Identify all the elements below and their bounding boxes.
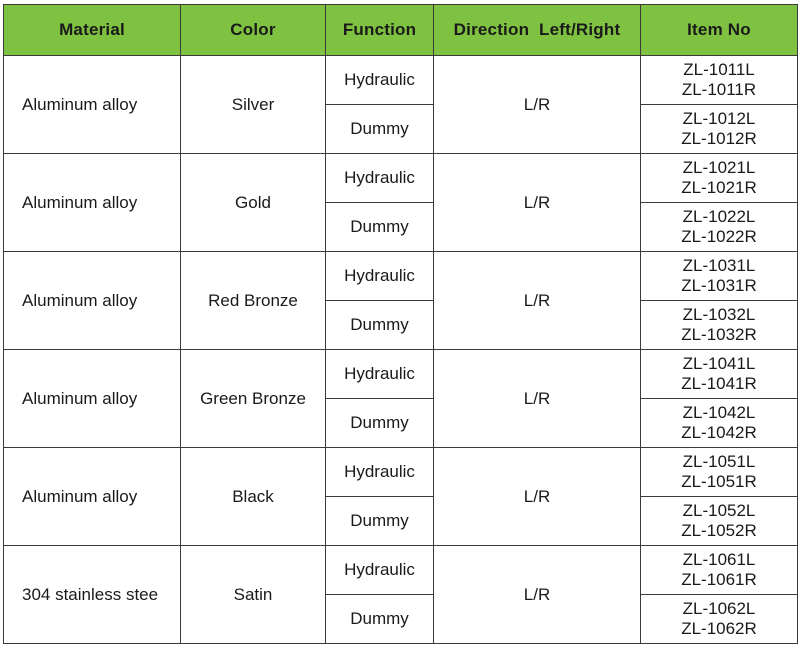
item-no-right: ZL-1042R (681, 423, 757, 442)
table-row (4, 154, 798, 203)
direction-cell: L/R (434, 56, 641, 154)
item-no-cell (641, 448, 798, 497)
item-no-right: ZL-1011R (681, 80, 757, 99)
item-no-left: ZL-1062L (682, 599, 756, 618)
header-function: Function (326, 5, 434, 56)
direction-cell: L/R (434, 154, 641, 252)
item-no-left: ZL-1011L (683, 60, 755, 79)
header-material: Material (4, 5, 181, 56)
direction-cell: L/R (434, 252, 641, 350)
header-item-no: Item No (641, 5, 798, 56)
item-no-cell (641, 497, 798, 546)
item-no-left: ZL-1031L (682, 256, 756, 275)
table-row (4, 350, 798, 399)
function-cell: Dummy (326, 105, 434, 154)
function-cell: Dummy (326, 595, 434, 644)
item-no-right: ZL-1051R (681, 472, 757, 491)
material-cell: Aluminum alloy (4, 154, 181, 252)
item-no-cell (641, 105, 798, 154)
item-no-right: ZL-1032R (681, 325, 757, 344)
color-cell: Red Bronze (181, 252, 326, 350)
item-no-right: ZL-1022R (681, 227, 757, 246)
item-no-cell (641, 252, 798, 301)
table-row (4, 56, 798, 105)
item-no-left: ZL-1012L (682, 109, 756, 128)
table-row (4, 546, 798, 595)
product-spec-table (3, 4, 798, 644)
item-no-cell (641, 350, 798, 399)
item-no-cell (641, 56, 798, 105)
item-no-cell (641, 399, 798, 448)
direction-cell: L/R (434, 448, 641, 546)
item-no-cell (641, 546, 798, 595)
table-row (4, 252, 798, 301)
function-cell: Dummy (326, 301, 434, 350)
header-color: Color (181, 5, 326, 56)
item-no-left: ZL-1041L (682, 354, 756, 373)
function-cell: Dummy (326, 203, 434, 252)
color-cell: Silver (181, 56, 326, 154)
function-cell: Hydraulic (326, 252, 434, 301)
item-no-left: ZL-1061L (682, 550, 756, 569)
item-no-right: ZL-1062R (681, 619, 757, 638)
function-cell: Dummy (326, 399, 434, 448)
item-no-left: ZL-1032L (682, 305, 756, 324)
item-no-cell (641, 154, 798, 203)
color-cell: Gold (181, 154, 326, 252)
function-cell: Hydraulic (326, 56, 434, 105)
color-cell: Black (181, 448, 326, 546)
material-cell: Aluminum alloy (4, 252, 181, 350)
item-no-left: ZL-1042L (682, 403, 756, 422)
material-cell: Aluminum alloy (4, 448, 181, 546)
item-no-right: ZL-1012R (681, 129, 757, 148)
item-no-right: ZL-1052R (681, 521, 757, 540)
function-cell: Dummy (326, 497, 434, 546)
item-no-right: ZL-1021R (681, 178, 757, 197)
item-no-right: ZL-1041R (681, 374, 757, 393)
direction-cell: L/R (434, 546, 641, 644)
item-no-left: ZL-1051L (682, 452, 756, 471)
item-no-right: ZL-1031R (681, 276, 757, 295)
item-no-right: ZL-1061R (681, 570, 757, 589)
material-cell: Aluminum alloy (4, 56, 181, 154)
header-direction: Direction Left/Right (434, 5, 641, 56)
function-cell: Hydraulic (326, 448, 434, 497)
table-row (4, 448, 798, 497)
item-no-left: ZL-1052L (682, 501, 756, 520)
function-cell: Hydraulic (326, 350, 434, 399)
item-no-left: ZL-1021L (682, 158, 756, 177)
material-cell: 304 stainless stee (4, 546, 181, 644)
item-no-cell (641, 595, 798, 644)
table-header-row (4, 5, 798, 56)
color-cell: Satin (181, 546, 326, 644)
item-no-cell (641, 301, 798, 350)
color-cell: Green Bronze (181, 350, 326, 448)
direction-cell: L/R (434, 350, 641, 448)
function-cell: Hydraulic (326, 154, 434, 203)
function-cell: Hydraulic (326, 546, 434, 595)
item-no-cell (641, 203, 798, 252)
item-no-left: ZL-1022L (682, 207, 756, 226)
material-cell: Aluminum alloy (4, 350, 181, 448)
